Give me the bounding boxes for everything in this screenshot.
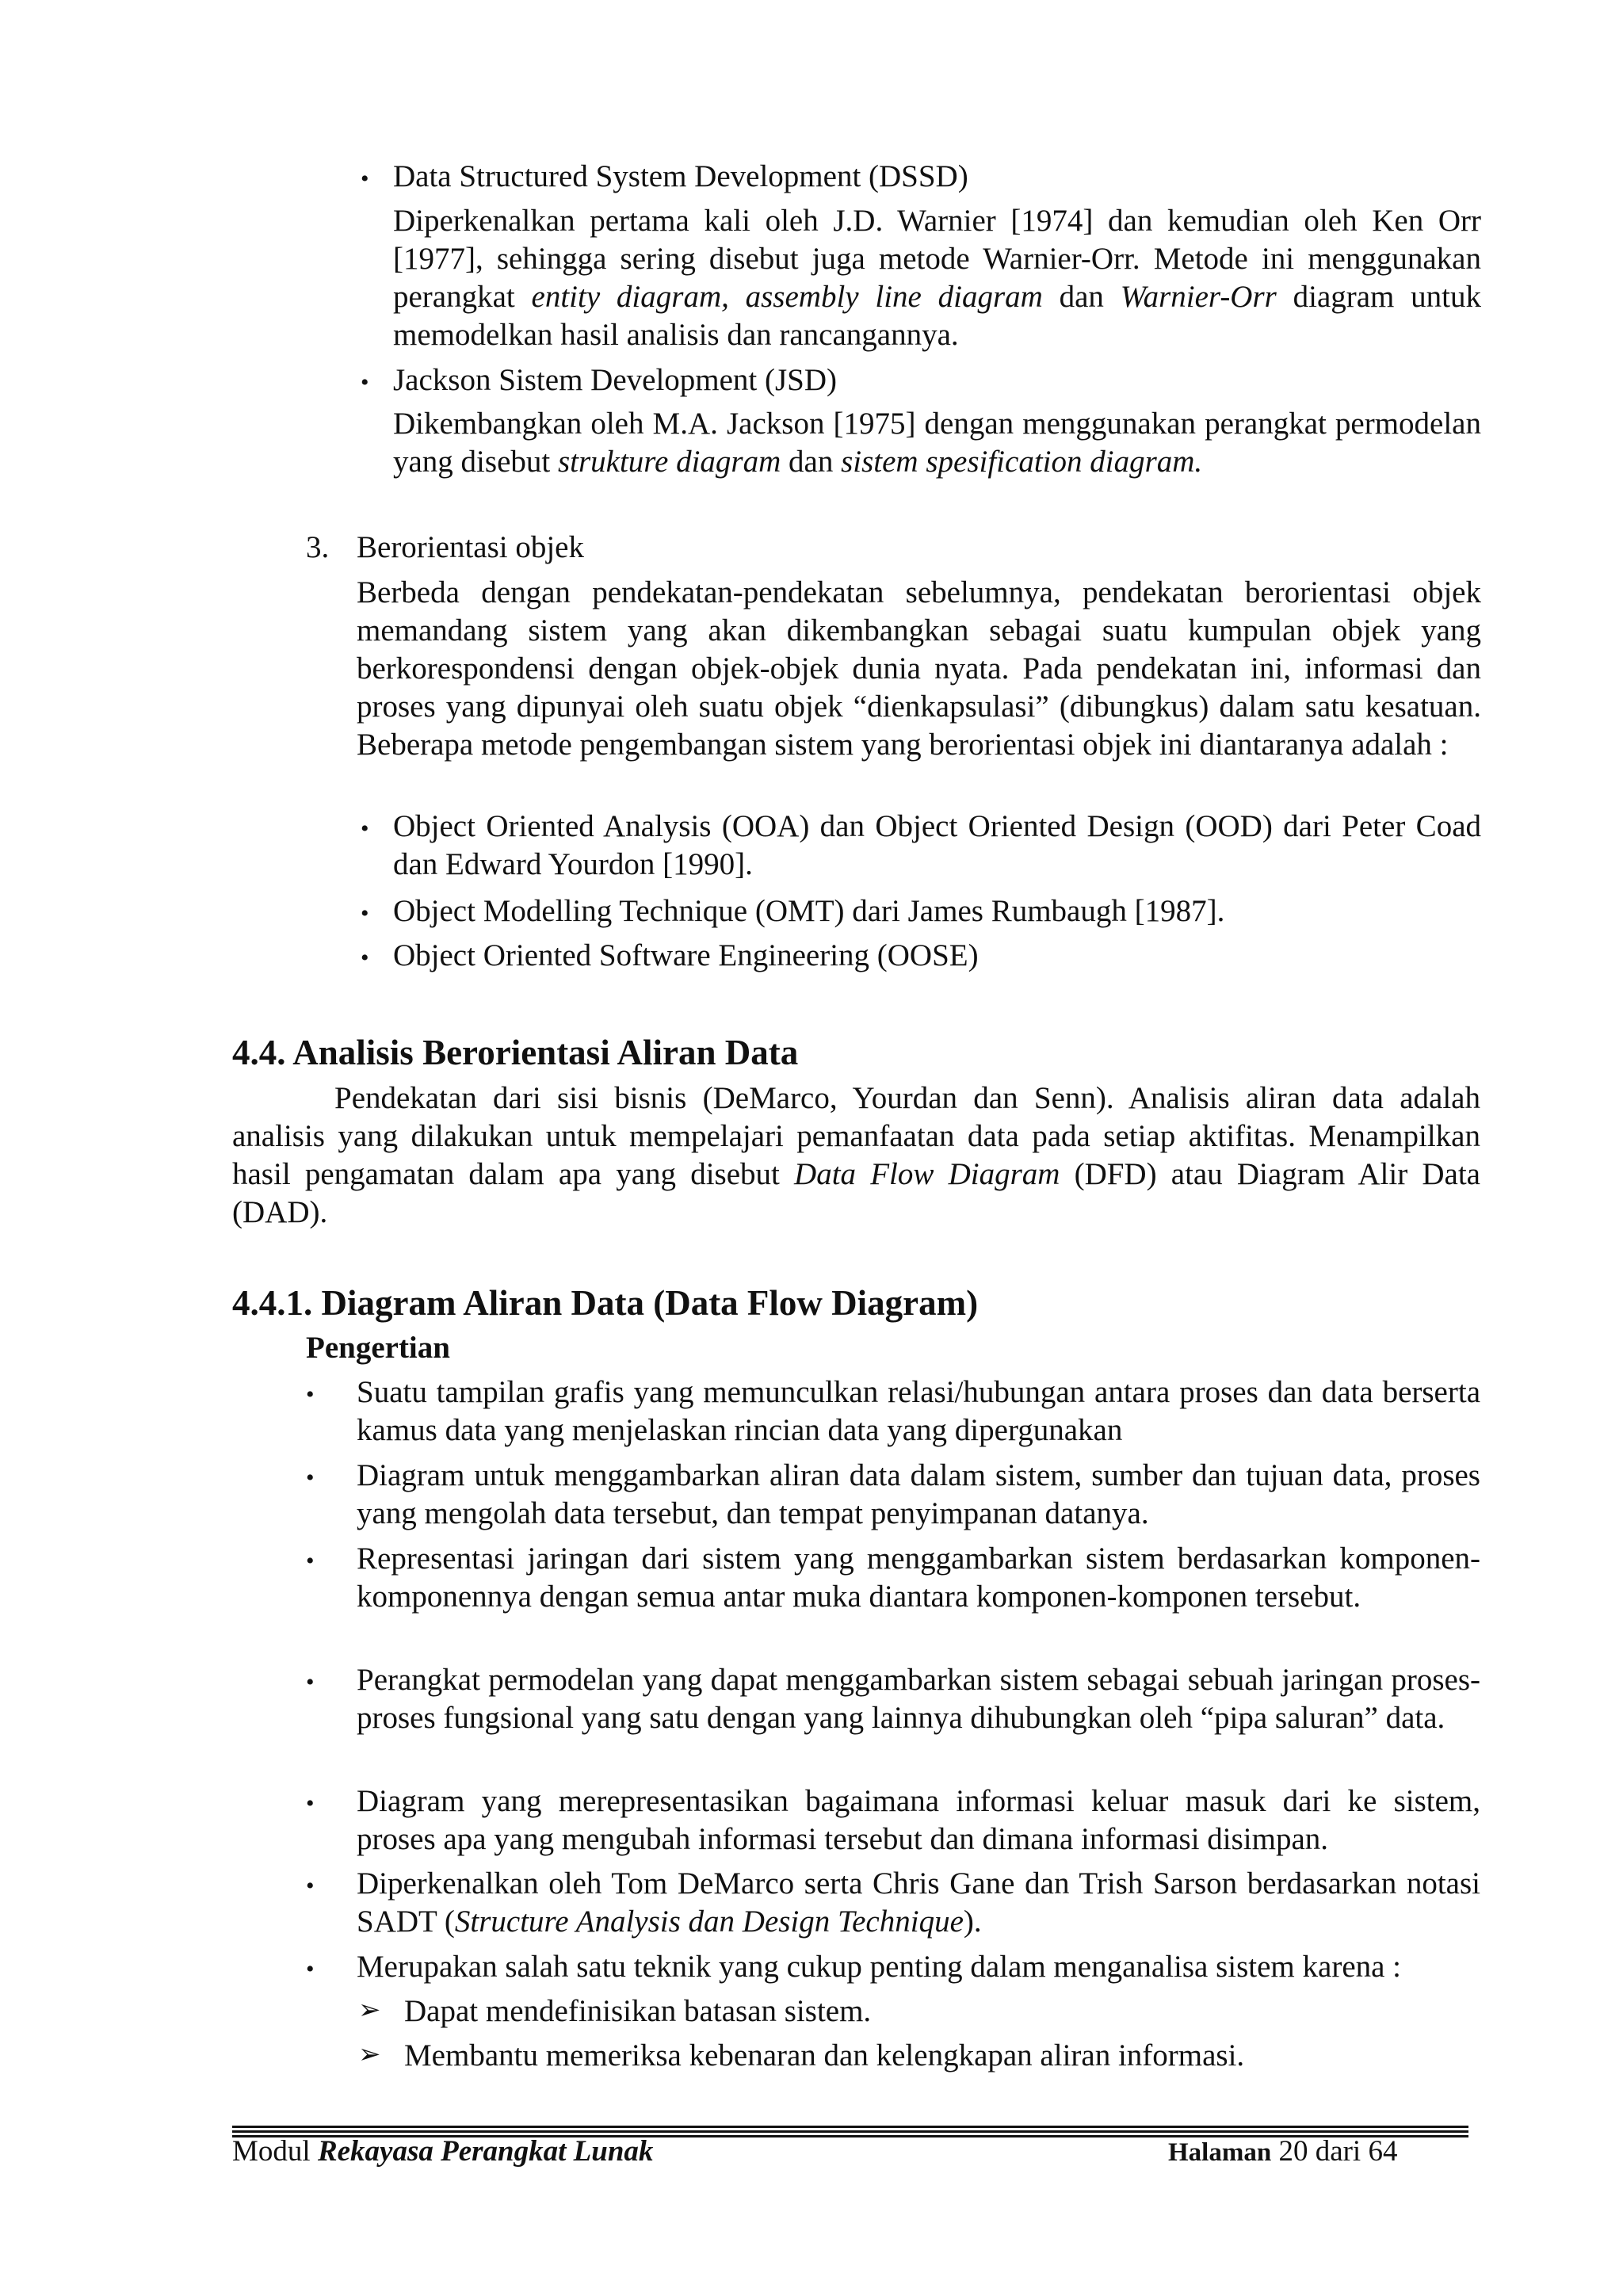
bullet-dot: • — [306, 1669, 315, 1695]
bullet-dot: • — [306, 1465, 315, 1491]
bullet-dot: • — [361, 816, 369, 842]
bullet-dot: • — [361, 166, 369, 192]
jsd-title: Jackson Sistem Development (JSD) — [393, 363, 838, 397]
subheading-pengertian: Pengertian — [306, 1331, 450, 1365]
item3-body: Berbeda dengan pendekatan-pendekatan sebelumnya, pendekatan berorientasi objek memandang sistem yang akan dikembangkan sebagai suatu kumpulan objek yang berkorespondensi dengan objek-objek dunia nyata. Pada pendekatan ini, informasi dan proses yang dipunyai oleh suatu objek “dienkapsulasi” (dibungkus) dalam satu kesatuan. Beberapa metode pengembangan sistem yang berorientasi objek ini diantaranya adalah : — [357, 575, 1481, 762]
bullet-dot: • — [361, 900, 369, 926]
jsd-body: Dikembangkan oleh M.A. Jackson [1975] dengan menggunakan perangkat permodelan yang disebut strukture diagram dan sistem spesification diagram. — [393, 407, 1481, 479]
bullet-dot: • — [306, 1548, 315, 1574]
dssd-title: Data Structured System Development (DSSD) — [393, 159, 968, 193]
dfd-arrow-item-2: Membantu memeriksa kebenaran dan kelengkapan aliran informasi. — [404, 2038, 1245, 2073]
dfd-arrow-item-1: Dapat mendefinisikan batasan sistem. — [404, 1994, 872, 2028]
bullet-dot: • — [361, 369, 369, 395]
item3-bullet-3: Object Oriented Software Engineering (OOSE) — [393, 938, 979, 972]
arrow-bullet-icon: ➢ — [358, 2040, 381, 2069]
item3-title: Berorientasi objek — [357, 530, 584, 564]
section-heading-4-4: 4.4. Analisis Berorientasi Aliran Data — [232, 1033, 799, 1072]
dssd-body: Diperkenalkan pertama kali oleh J.D. Warnier [1974] dan kemudian oleh Ken Orr [1977], sehingga sering disebut juga metode Warnier-Orr. Metode ini menggunakan perangkat entity diagram, assembly line diagram dan Warnier-Orr diagram untuk memodelkan hasil analisis dan rancangannya. — [393, 204, 1481, 352]
dfd-bullet-2: Diagram untuk menggambarkan aliran data dalam sistem, sumber dan tujuan data, proses yang mengolah data tersebut, dan tempat penyimpanan datanya. — [357, 1458, 1480, 1530]
item3-bullet-2: Object Modelling Technique (OMT) dari James Rumbaugh [1987]. — [393, 894, 1225, 928]
item3-number: 3. — [306, 530, 330, 564]
dfd-bullet-7: Merupakan salah satu teknik yang cukup penting dalam menganalisa sistem karena : — [357, 1950, 1402, 1984]
dfd-bullet-6: Diperkenalkan oleh Tom DeMarco serta Chris Gane dan Trish Sarson berdasarkan notasi SADT (Structure Analysis dan Design Technique). — [357, 1866, 1480, 1939]
arrow-bullet-icon: ➢ — [358, 1996, 381, 2025]
bullet-dot: • — [306, 1956, 315, 1982]
item3-bullet-1: Object Oriented Analysis (OOA) dan Object Oriented Design (OOD) dari Peter Coad dan Edward Yourdon [1990]. — [393, 809, 1481, 881]
dfd-bullet-4: Perangkat permodelan yang dapat menggambarkan sistem sebagai sebuah jaringan proses-proses fungsional yang satu dengan yang lainnya dihubungkan oleh “pipa saluran” data. — [357, 1663, 1480, 1735]
footer-module-title: Modul Rekayasa Perangkat Lunak — [232, 2135, 654, 2168]
footer-page-number: Halaman 20 dari 64 — [1168, 2135, 1398, 2168]
bullet-dot: • — [306, 1873, 315, 1899]
dfd-bullet-3: Representasi jaringan dari sistem yang menggambarkan sistem berdasarkan komponen-komponennya dengan semua antar muka diantara komponen-komponen tersebut. — [357, 1541, 1480, 1614]
bullet-dot: • — [306, 1381, 315, 1408]
bullet-dot: • — [306, 1790, 315, 1817]
section-4-4-paragraph: Pendekatan dari sisi bisnis (DeMarco, Yourdan dan Senn). Analisis aliran data adalah analisis yang dilakukan untuk mempelajari pemanfaatan data pada setiap aktifitas. Menampilkan hasil pengamatan dalam apa yang disebut Data Flow Diagram (DFD) atau Diagram Alir Data (DAD). — [232, 1081, 1480, 1229]
section-heading-4-4-1: 4.4.1. Diagram Aliran Data (Data Flow Diagram) — [232, 1283, 979, 1323]
dfd-bullet-1: Suatu tampilan grafis yang memunculkan relasi/hubungan antara proses dan data berserta kamus data yang menjelaskan rincian data yang dipergunakan — [357, 1375, 1480, 1447]
bullet-dot: • — [361, 945, 369, 971]
dfd-bullet-5: Diagram yang merepresentasikan bagaimana informasi keluar masuk dari ke sistem, proses apa yang mengubah informasi tersebut dan dimana informasi disimpan. — [357, 1784, 1480, 1856]
